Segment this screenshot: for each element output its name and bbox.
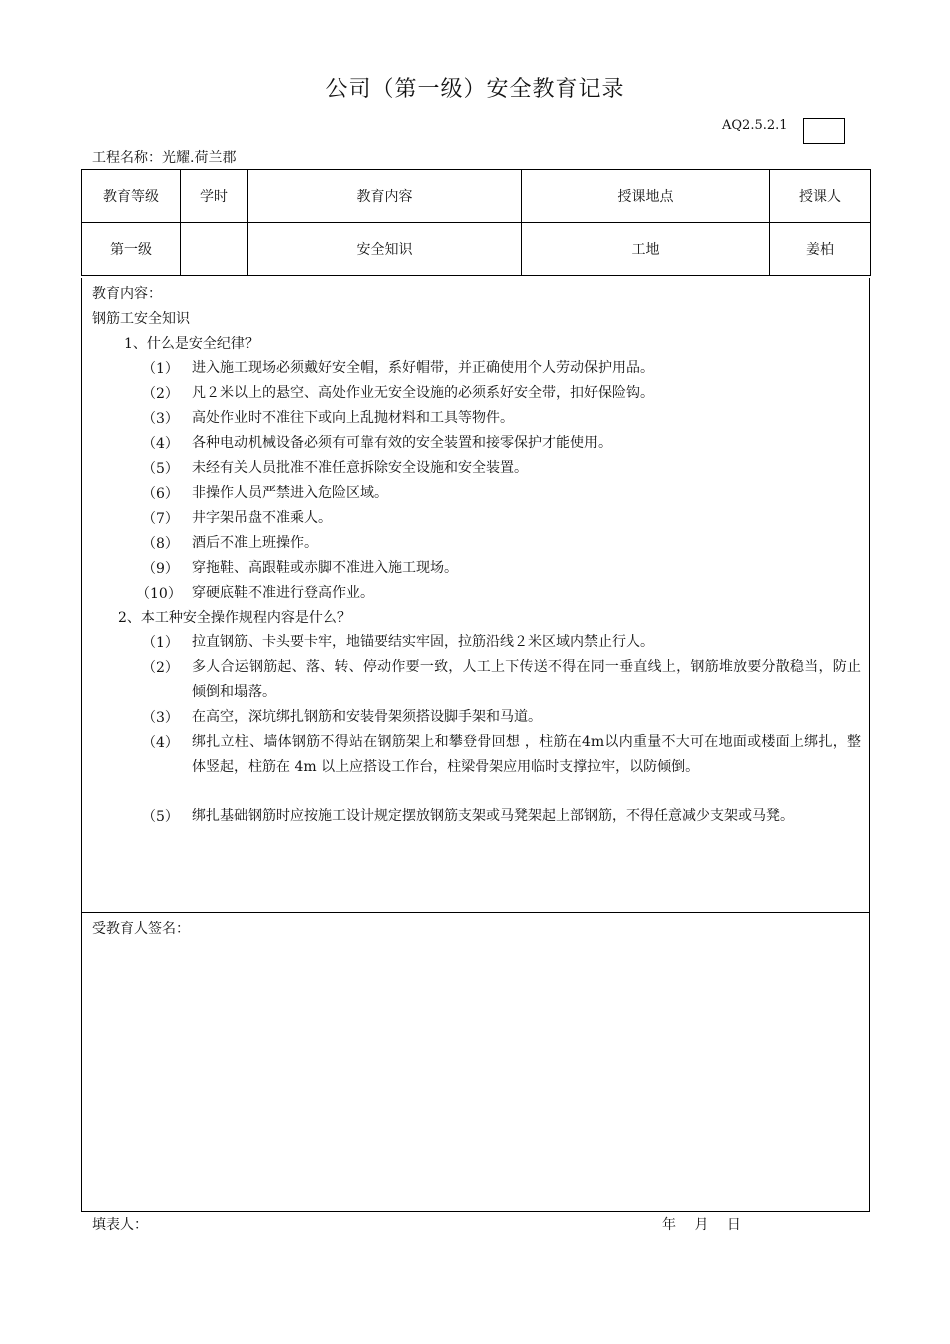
list-item: 穿拖鞋、高跟鞋或赤脚不准进入施工现场。 bbox=[192, 560, 458, 576]
document-code-box bbox=[803, 118, 845, 144]
list-item: 拉直钢筋、卡头要卡牢，地锚要结实牢固，拉筋沿线２米区域内禁止行人。 bbox=[192, 634, 654, 650]
date-year-label: 年 bbox=[662, 1217, 676, 1233]
section1-title: 1、什么是安全纪律？ bbox=[124, 336, 259, 352]
list-item-number: （8） bbox=[142, 536, 179, 552]
list-item: 穿硬底鞋不准进行登高作业。 bbox=[192, 585, 374, 601]
list-item: 绑扎立柱、墙体钢筋不得站在钢筋架上和攀登骨回想 ，柱筋在4m以内重量不大可在地面或楼面上绑扎，整体竖起，柱筋在 4m 以上应搭设工作台，柱梁骨架应用临时支撑拉牢，以防倾倒。 bbox=[192, 734, 861, 775]
list-item: 各种电动机械设备必须有可靠有效的安全装置和接零保护才能使用。 bbox=[192, 435, 612, 451]
header-location: 授课地点 bbox=[522, 170, 770, 223]
list-item-number: （5） bbox=[142, 809, 179, 825]
table-row bbox=[82, 223, 871, 276]
list-item-number: （5） bbox=[142, 461, 179, 477]
list-item-number: （2） bbox=[142, 386, 179, 402]
list-item-number: （1） bbox=[142, 635, 179, 651]
project-name-value: 光耀.荷兰郡 bbox=[162, 150, 237, 166]
cell-location: 工地 bbox=[522, 223, 770, 276]
list-item-number: （4） bbox=[142, 436, 179, 452]
cell-education-level: 第一级 bbox=[82, 223, 181, 276]
document-code: AQ2.5.2.1 bbox=[722, 118, 788, 133]
list-item: 多人合运钢筋起、落、转、停动作要一致，人工上下传送不得在同一垂直线上，钢筋堆放要分散稳当，防止倾倒和塌落。 bbox=[192, 659, 861, 700]
cell-education-content: 安全知识 bbox=[248, 223, 522, 276]
list-item-number: （4） bbox=[142, 735, 179, 751]
header-hours: 学时 bbox=[181, 170, 248, 223]
signature-label: 受教育人签名： bbox=[92, 921, 190, 937]
list-item: 高处作业时不准往下或向上乱抛材料和工具等物件。 bbox=[192, 410, 514, 426]
date-day-label: 日 bbox=[726, 1217, 741, 1233]
education-info-table bbox=[81, 169, 871, 276]
header-education-level: 教育等级 bbox=[82, 170, 181, 223]
cell-instructor: 姜柏 bbox=[770, 223, 871, 276]
page-title: 公司（第一级）安全教育记录 bbox=[325, 77, 625, 102]
list-item-number: （9） bbox=[142, 561, 179, 577]
list-item: 井字架吊盘不准乘人。 bbox=[192, 510, 332, 526]
list-item-number: （3） bbox=[142, 411, 179, 427]
content-subject: 钢筋工安全知识 bbox=[92, 311, 190, 327]
date-month-label: 月 bbox=[694, 1217, 709, 1233]
signature-section bbox=[81, 912, 870, 1212]
list-item: 绑扎基础钢筋时应按施工设计规定摆放钢筋支架或马凳架起上部钢筋，不得任意减少支架或马凳。 bbox=[192, 808, 794, 824]
form-filler-label: 填表人： bbox=[92, 1217, 148, 1233]
list-item: 未经有关人员批准不准任意拆除安全设施和安全装置。 bbox=[192, 460, 528, 476]
education-content-section bbox=[81, 278, 870, 913]
list-item: 进入施工现场必须戴好安全帽，系好帽带，并正确使用个人劳动保护用品。 bbox=[192, 360, 654, 376]
list-item-number: （7） bbox=[142, 511, 179, 527]
list-item-number: （6） bbox=[142, 486, 179, 502]
date-field bbox=[662, 1214, 755, 1234]
header-instructor: 授课人 bbox=[770, 170, 871, 223]
project-name-label: 工程名称： bbox=[92, 150, 162, 166]
content-label: 教育内容： bbox=[92, 286, 162, 302]
table-header-row bbox=[82, 170, 871, 223]
cell-hours bbox=[181, 223, 248, 276]
list-item-number: （2） bbox=[142, 660, 179, 676]
list-item: 凡２米以上的悬空、高处作业无安全设施的必须系好安全带，扣好保险钩。 bbox=[192, 385, 654, 401]
list-item: 酒后不准上班操作。 bbox=[192, 535, 318, 551]
project-name-row bbox=[92, 147, 236, 167]
list-item-number: （10） bbox=[136, 586, 182, 602]
list-item-number: （3） bbox=[142, 710, 179, 726]
header-education-content: 教育内容 bbox=[248, 170, 522, 223]
list-item: 在高空，深坑绑扎钢筋和安装骨架须搭设脚手架和马道。 bbox=[192, 709, 542, 725]
list-item-number: （1） bbox=[142, 361, 179, 377]
list-item: 非操作人员严禁进入危险区域。 bbox=[192, 485, 388, 501]
section2-title: 2、本工种安全操作规程内容是什么？ bbox=[118, 610, 351, 626]
